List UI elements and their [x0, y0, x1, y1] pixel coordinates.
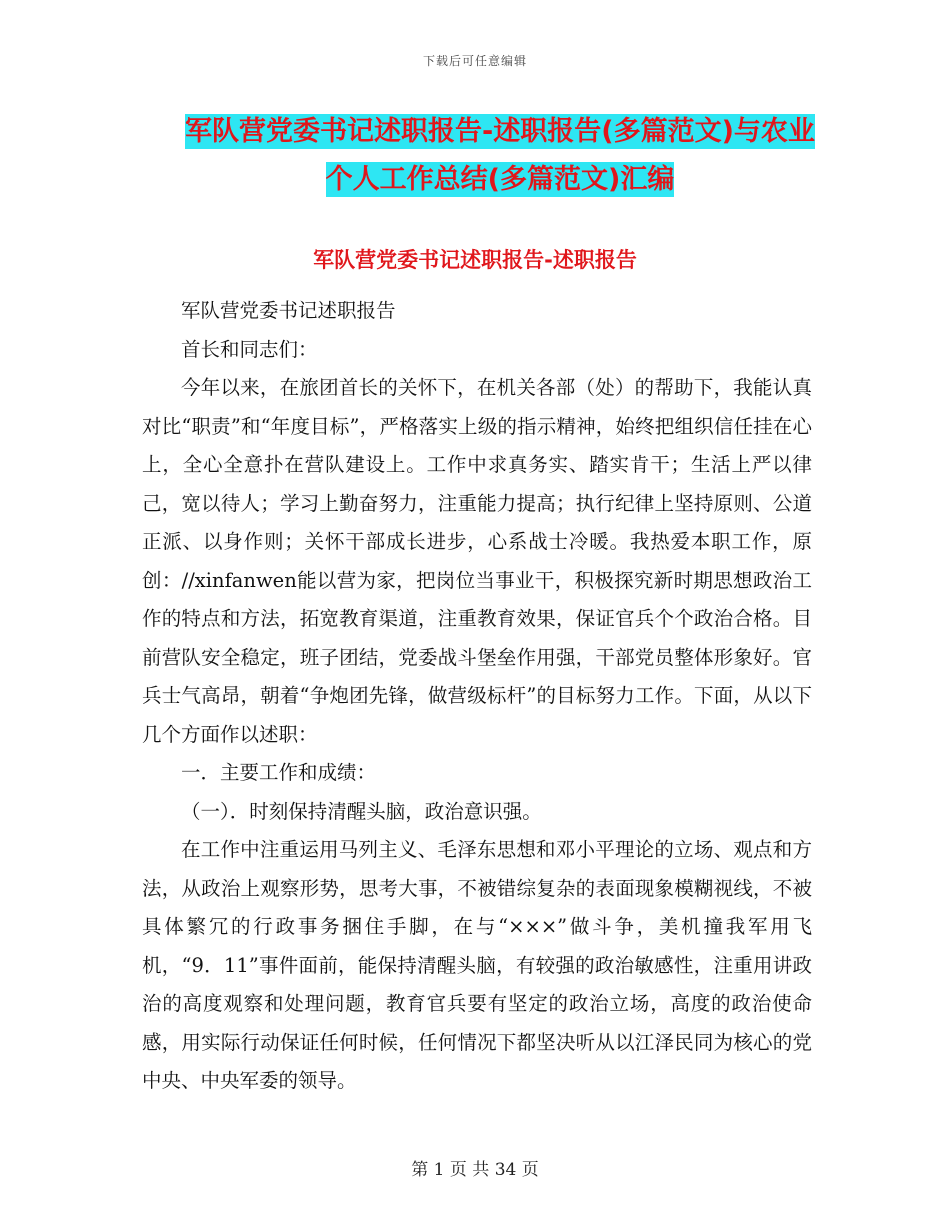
document-title: [140, 108, 860, 204]
header-note: 下载后可任意编辑: [422, 54, 527, 68]
section-title: 军队营党委书记述职报告-述职报告: [313, 248, 637, 272]
document-title-line-1: 军队营党委书记述职报告-述职报告(多篇范文)与农业: [185, 116, 815, 147]
paragraph-salutation: 首长和同志们：: [181, 337, 318, 361]
paragraph-heading-main-work: 一．主要工作和成绩：: [181, 761, 377, 784]
document-body: [142, 292, 812, 1101]
paragraph-political-detail: 在工作中注重运用马列主义、毛泽东思想和邓小平理论的立场、观点和方法，从政治上观察形势，思考大事，不被错综复杂的表面现象模糊视线，不被具体繁冗的行政事务捆住手脚，在与“×××”做斗争，美机撞我军用飞机，“9．11”事件面前，能保持清醒头脑，有较强的政治敏感性，注重用讲政治的高度观察和处理问题，教育官兵要有坚定的政治立场，高度的政治使命感，用实际行动保证任何时候，任何情况下都坚决听从以江泽民同为核心的党中央、中央军委的领导。: [142, 838, 812, 1092]
page-footer: 第 1 页 共 34 页: [411, 1160, 539, 1180]
paragraph-intro: 今年以来，在旅团首长的关怀下，在机关各部（处）的帮助下，我能认真对比“职责”和“年度目标”，严格落实上级的指示精神，始终把组织信任挂在心上，全心全意扑在营队建设上。工作中求真务实、踏实肯干；生活上严以律己，宽以待人；学习上勤奋努力，注重能力提高；执行纪律上坚持原则、公道正派、以身作则；关怀干部成长进步，心系战士冷暖。我热爱本职工作，原创：//xinfanwen能以营为家，把岗位当事业干，积极探究新时期思想政治工作的特点和方法，拓宽教育渠道，注重教育效果，保证官兵个个政治合格。目前营队安全稳定，班子团结，党委战斗堡垒作用强，干部党员整体形象好。官兵士气高昂，朝着“争炮团先锋，做营级标杆”的目标努力工作。下面，从以下几个方面作以述职：: [142, 376, 812, 746]
document-title-line-2: 个人工作总结(多篇范文)汇编: [325, 164, 675, 195]
paragraph-subheading-political: （一）．时刻保持清醒头脑，政治意识强。: [181, 799, 542, 823]
paragraph-report-name: 军队营党委书记述职报告: [181, 299, 396, 322]
